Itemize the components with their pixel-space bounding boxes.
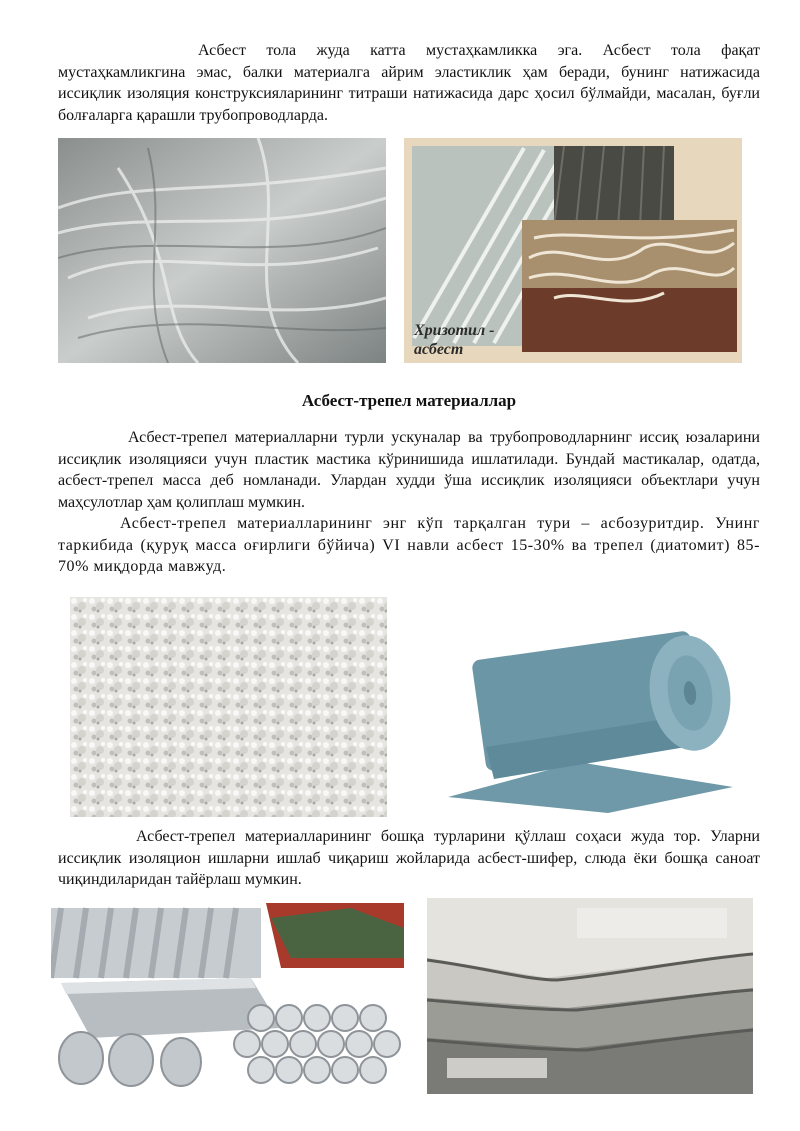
intro-paragraph: Асбест тола жуда катта мустаҳкамликка эга. Асбест тола фақат мустаҳкамликгина эмас, балки материалга айрим эластиклик ҳам беради, бунинг натижасида иссиқлик изоляция конструксияларининг титраши натижасида дарс ҳосил бўлмайди, масалан, буғли болғаларга қарашли трубопроводларда. [58,42,760,124]
section-body [58,427,760,578]
section-paragraph-1: Асбест-трепел материалларни турли ускуналар ва трубопроводларнинг иссиқ юзаларини иссиқлик изоляцияси учун пластик мастика кўринишида ишлатилади. Бундай мастикалар, одатда, асбест-трепел масса деб номланади. Улардан худди ўша иссиқлик изоляцияси объектлари учун маҳсулотлар ҳам қолиплаш мумкин. [58,429,760,511]
insulation-roll-photo [428,597,742,817]
closing-paragraph: Асбест-трепел материалларининг бошқа турларини қўллаш соҳаси жуда тор. Уларни иссиқлик изоляцион ишларни ишлаб чиқариш жойларида асбест-шифер, слюда ёки бошқа саноат чиқиндиларидан тайёрлаш мумкин. [58,828,760,888]
asbozurite-granules-photo [70,597,387,817]
closing-body [58,826,760,891]
section-paragraph-2: Асбест-трепел материалларининг энг кўп тарқалган тури – асбозуритдир. Унинг таркибида (қуруқ масса оғирлиги бўйича) VI навли асбест 15-30% ва трепел (диатомит) 85-70% миқдорда мавжуд. [58,515,760,575]
asbestos-fiber-photo [58,138,386,363]
asbestos-cement-products-photo [51,898,404,1094]
chrysotile-asbestos-photo [404,138,742,363]
section-heading: Асбест-трепел материаллар [301,391,517,410]
photo-caption: Хризотил - асбест [414,322,495,358]
layered-asbestos-sheets-photo [427,898,753,1094]
